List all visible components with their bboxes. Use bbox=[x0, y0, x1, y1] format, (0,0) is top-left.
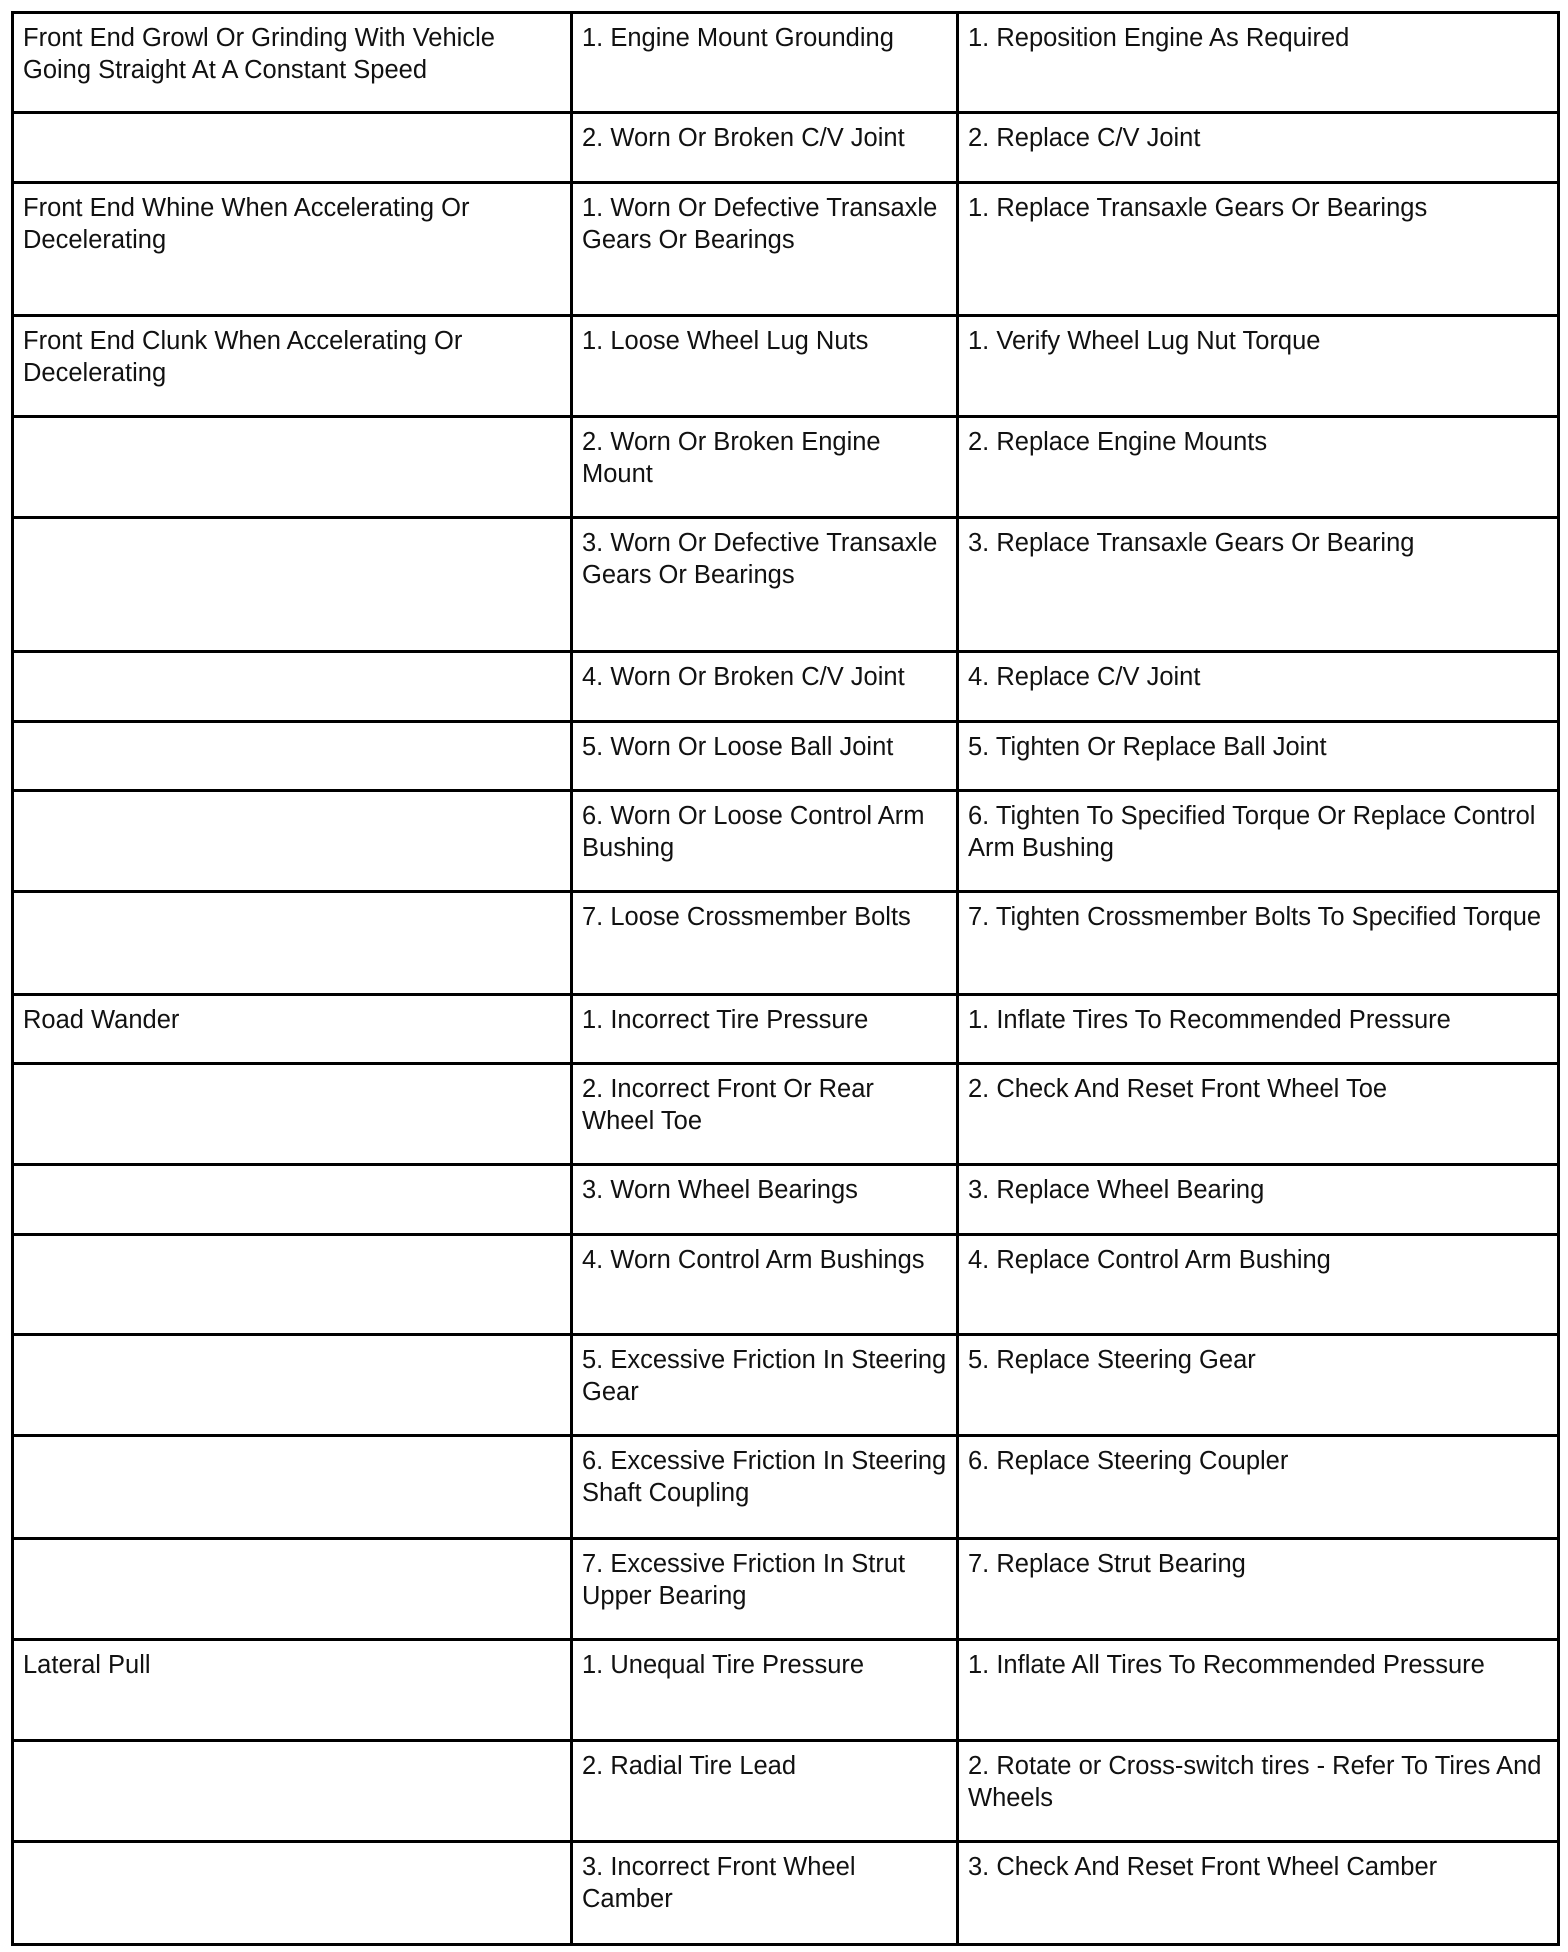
correction-cell: 7. Replace Strut Bearing bbox=[958, 1539, 1559, 1640]
cause-cell: 4. Worn Or Broken C/V Joint bbox=[572, 652, 958, 722]
condition-cell bbox=[13, 1064, 572, 1165]
table-row bbox=[13, 1335, 1559, 1436]
table-row bbox=[13, 1640, 1559, 1741]
correction-cell: 3. Check And Reset Front Wheel Camber bbox=[958, 1842, 1559, 1945]
condition-cell: Road Wander bbox=[13, 995, 572, 1064]
cause-cell: 5. Excessive Friction In Steering Gear bbox=[572, 1335, 958, 1436]
table-row bbox=[13, 722, 1559, 791]
correction-cell: 1. Inflate All Tires To Recommended Pressure bbox=[958, 1640, 1559, 1741]
table-row bbox=[13, 113, 1559, 183]
correction-cell: 1. Inflate Tires To Recommended Pressure bbox=[958, 995, 1559, 1064]
table-row bbox=[13, 518, 1559, 652]
correction-cell: 5. Tighten Or Replace Ball Joint bbox=[958, 722, 1559, 791]
condition-cell: Lateral Pull bbox=[13, 1640, 572, 1741]
table-row bbox=[13, 1842, 1559, 1945]
cause-cell: 2. Worn Or Broken C/V Joint bbox=[572, 113, 958, 183]
condition-cell: Front End Whine When Accelerating Or Decelerating bbox=[13, 183, 572, 316]
condition-cell bbox=[13, 722, 572, 791]
cause-cell: 7. Loose Crossmember Bolts bbox=[572, 892, 958, 995]
condition-cell bbox=[13, 1235, 572, 1335]
cause-cell: 1. Engine Mount Grounding bbox=[572, 13, 958, 113]
cause-cell: 2. Worn Or Broken Engine Mount bbox=[572, 417, 958, 518]
condition-cell bbox=[13, 518, 572, 652]
table-row bbox=[13, 183, 1559, 316]
condition-cell bbox=[13, 1335, 572, 1436]
correction-cell: 2. Replace Engine Mounts bbox=[958, 417, 1559, 518]
correction-cell: 7. Tighten Crossmember Bolts To Specified Torque bbox=[958, 892, 1559, 995]
cause-cell: 3. Worn Wheel Bearings bbox=[572, 1165, 958, 1235]
table-row bbox=[13, 892, 1559, 995]
table-row bbox=[13, 1064, 1559, 1165]
correction-cell: 1. Replace Transaxle Gears Or Bearings bbox=[958, 183, 1559, 316]
cause-cell: 1. Loose Wheel Lug Nuts bbox=[572, 316, 958, 417]
correction-cell: 3. Replace Transaxle Gears Or Bearing bbox=[958, 518, 1559, 652]
correction-cell: 2. Check And Reset Front Wheel Toe bbox=[958, 1064, 1559, 1165]
correction-cell: 4. Replace Control Arm Bushing bbox=[958, 1235, 1559, 1335]
cause-cell: 6. Worn Or Loose Control Arm Bushing bbox=[572, 791, 958, 892]
correction-cell: 2. Replace C/V Joint bbox=[958, 113, 1559, 183]
cause-cell: 2. Radial Tire Lead bbox=[572, 1741, 958, 1842]
cause-cell: 3. Worn Or Defective Transaxle Gears Or Bearings bbox=[572, 518, 958, 652]
correction-cell: 1. Verify Wheel Lug Nut Torque bbox=[958, 316, 1559, 417]
table-row bbox=[13, 1165, 1559, 1235]
cause-cell: 1. Worn Or Defective Transaxle Gears Or Bearings bbox=[572, 183, 958, 316]
cause-cell: 6. Excessive Friction In Steering Shaft Coupling bbox=[572, 1436, 958, 1539]
diagnosis-table bbox=[11, 11, 1560, 1946]
table-row bbox=[13, 417, 1559, 518]
table-row bbox=[13, 1539, 1559, 1640]
correction-cell: 6. Tighten To Specified Torque Or Replace Control Arm Bushing bbox=[958, 791, 1559, 892]
condition-cell bbox=[13, 1165, 572, 1235]
correction-cell: 2. Rotate or Cross-switch tires - Refer To Tires And Wheels bbox=[958, 1741, 1559, 1842]
table-row bbox=[13, 13, 1559, 113]
cause-cell: 1. Unequal Tire Pressure bbox=[572, 1640, 958, 1741]
cause-cell: 7. Excessive Friction In Strut Upper Bearing bbox=[572, 1539, 958, 1640]
cause-cell: 1. Incorrect Tire Pressure bbox=[572, 995, 958, 1064]
condition-cell bbox=[13, 417, 572, 518]
cause-cell: 4. Worn Control Arm Bushings bbox=[572, 1235, 958, 1335]
condition-cell: Front End Growl Or Grinding With Vehicle Going Straight At A Constant Speed bbox=[13, 13, 572, 113]
table-row bbox=[13, 995, 1559, 1064]
table-row bbox=[13, 1436, 1559, 1539]
correction-cell: 6. Replace Steering Coupler bbox=[958, 1436, 1559, 1539]
table-row bbox=[13, 652, 1559, 722]
cause-cell: 5. Worn Or Loose Ball Joint bbox=[572, 722, 958, 791]
correction-cell: 3. Replace Wheel Bearing bbox=[958, 1165, 1559, 1235]
condition-cell bbox=[13, 1436, 572, 1539]
condition-cell bbox=[13, 1741, 572, 1842]
diagnosis-table-body bbox=[13, 13, 1559, 1945]
condition-cell bbox=[13, 113, 572, 183]
condition-cell bbox=[13, 652, 572, 722]
table-row bbox=[13, 1235, 1559, 1335]
table-row bbox=[13, 1741, 1559, 1842]
condition-cell: Front End Clunk When Accelerating Or Decelerating bbox=[13, 316, 572, 417]
correction-cell: 1. Reposition Engine As Required bbox=[958, 13, 1559, 113]
table-row bbox=[13, 791, 1559, 892]
condition-cell bbox=[13, 1539, 572, 1640]
condition-cell bbox=[13, 791, 572, 892]
cause-cell: 3. Incorrect Front Wheel Camber bbox=[572, 1842, 958, 1945]
condition-cell bbox=[13, 892, 572, 995]
cause-cell: 2. Incorrect Front Or Rear Wheel Toe bbox=[572, 1064, 958, 1165]
table-row bbox=[13, 316, 1559, 417]
correction-cell: 4. Replace C/V Joint bbox=[958, 652, 1559, 722]
condition-cell bbox=[13, 1842, 572, 1945]
correction-cell: 5. Replace Steering Gear bbox=[958, 1335, 1559, 1436]
